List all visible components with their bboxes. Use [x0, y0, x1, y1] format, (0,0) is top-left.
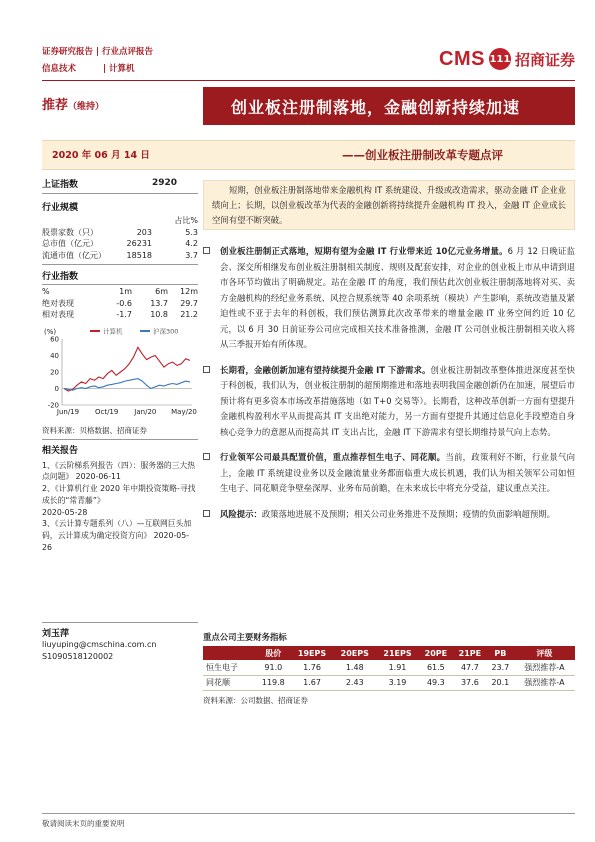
divider	[42, 193, 198, 194]
related-title: 相关报告	[42, 445, 79, 456]
report-date: 2020 年 06 月 14 日	[52, 150, 150, 161]
x-tick-label: May/20	[171, 407, 197, 416]
index-row	[42, 176, 198, 190]
index-value: 2920	[152, 178, 178, 188]
header-divider	[42, 80, 575, 81]
sector: 信息技术	[42, 64, 77, 74]
checkbox-icon	[203, 247, 210, 254]
table-row: 恒生电子 91.0 1.76 1.48 1.91 61.5 47.7 23.7 强烈推荐-A	[203, 660, 575, 675]
divider	[42, 284, 198, 285]
x-tick-label: Jun/19	[56, 407, 80, 416]
legend-label: 计算机	[103, 327, 123, 335]
bullet-point: 长期看，金融创新加速有望持续提升金融 IT 下游需求。创业板注册制改革整体推进深度甚至快于科创板，我们认为，创业板注册制的超预期推进和落地表明我国金融创新仍在加速，展望后市预计将有更多资本市场改革措施落地（如 T+0 交易等）。长期看，这种改革创新一方面有望提升金融机构盈利水平从而提高其 IT 支出绝对能力，另一方面有望提升其通过信息化手段塑造自身核心竞争力的意愿从而提高其 IT 支出占比，金融 IT 下游需求有望长期维持景气向上态势。	[203, 363, 575, 441]
report-type: 证券研究报告	[42, 47, 94, 57]
sidebar	[42, 176, 198, 663]
y-tick-label: -20	[47, 401, 59, 409]
report-type-header: 证券研究报告 | 行业点评报告 信息技术 | 计算机	[42, 44, 153, 78]
table-header: 股价 19EPS 20EPS 21EPS 20PE 21PE PB 评级	[203, 646, 575, 660]
legend-label: 沪深300	[153, 327, 179, 335]
footer-note: 敬请阅读末页的重要说明	[42, 819, 125, 828]
related-item[interactable]: 1、《云阶梯系列报告（四）：服务器的三大热点问题》 2020-06-11	[42, 460, 196, 482]
analyst-license: S1090518120002	[42, 651, 114, 661]
logo-seal-icon: 111	[489, 48, 511, 70]
checkbox-icon	[203, 366, 210, 373]
report-subtype: 行业点评报告	[102, 47, 154, 57]
y-axis-label: (%)	[44, 327, 57, 336]
index-label: 上证指数	[42, 179, 79, 190]
scale-row: 流通市值（亿元） 18518 3.7	[42, 250, 198, 260]
report-title: 创业板注册制落地，金融创新持续加速	[203, 87, 575, 125]
fin-table-source: 资料来源：公司数据、招商证券	[203, 696, 308, 705]
performance-chart	[42, 325, 198, 417]
source-note: 资料来源：贝格数据、招商证券	[42, 425, 147, 435]
footer-divider	[42, 813, 575, 814]
rating-sub: （维持）	[68, 102, 105, 112]
summary-box: 短期，创业板注册制落地带来金融机构 IT 系统建设、升级或改造需求，驱动金融 IT 企业业绩向上；长期，以创业板改革为代表的金融创新将持续提升金融机构 IT 投入，金融 IT 企业成长空间有望不断突破。	[203, 180, 575, 230]
divider	[42, 439, 198, 440]
y-tick-label: 60	[50, 335, 59, 343]
analyst-email[interactable]: liuyuping@cmschina.com.cn	[42, 639, 157, 649]
y-tick-label: 40	[50, 351, 59, 360]
y-tick-label: 20	[50, 368, 59, 376]
divider	[42, 264, 198, 265]
y-tick-label: 0	[54, 384, 59, 393]
x-tick-label: Oct/19	[94, 407, 119, 416]
analyst-name: 刘玉萍	[42, 628, 70, 639]
divider	[42, 622, 198, 623]
index-header: % 1m 6m 12m	[42, 287, 198, 297]
analyst-block	[42, 622, 198, 663]
scale-row: 总市值（亿元） 26231 4.2	[42, 239, 198, 249]
logo-text: CMS	[439, 47, 485, 70]
industry-scale-title: 行业规模	[42, 203, 79, 213]
industry: 计算机	[109, 64, 135, 74]
report-subtitle: ——创业板注册制改革专题点评	[342, 148, 503, 162]
related-item[interactable]: 3、《云计算专题系列（八）—互联网巨头加码，云计算成为确定投资方向》 2020-05-26	[42, 519, 192, 553]
series-line	[64, 347, 190, 391]
bullet-point: 风险提示：政策落地进展不及预期；相关公司业务推进不及预期；疫情的负面影响超预期。	[203, 507, 575, 523]
scale-row: 股票家数（只） 203 5.3	[42, 227, 198, 237]
index-row: 相对表现 -1.7 10.8 21.2	[42, 310, 198, 320]
x-tick-label: Jan/20	[134, 407, 157, 416]
rating-label: 推荐	[42, 98, 69, 113]
fin-table	[203, 646, 575, 691]
bullet-point: 创业板注册制正式落地，短期有望为金融 IT 行业带来近 10亿元业务增量。6 月 12 日晚证监会、深交所相继发布创业板注册制相关制度、规则及配套安排，对企业的创业板上市从申请到退市各环节均做出了明确规定。站在金融 IT 的角度，我们预估此次创业板注册制落地将对买、卖方金融机构的经纪业务系统、风控合规系统等 40 余项系统（模块）产生影响，系统改造量及紧迫性或不亚于去年的科创板，我们预估测算此次改革带来的增量金融 IT 业务空间约近 10 亿元，以 6 月 30 日前证券公司应完成相关技术准备推测，金融 IT 公司创业板注册制相关收入将从三季报开始有所体现。	[203, 244, 575, 353]
rating	[42, 94, 104, 113]
scale-header: 占比%	[174, 216, 198, 226]
bullet-point: 行业领军公司最具配置价值，重点推荐恒生电子、同花顺。当前，政策利好不断，行业景气向上，金融 IT 系统建设业务以及金融流量业务都面临重大成长机遇，我们认为相关领军公司如恒生电子、同花顺竞争壁垒深厚、业务布局前瞻，在未来成长中将充分受益，建议重点关注。	[203, 450, 575, 497]
industry-index-title: 行业指数	[42, 272, 79, 282]
related-item[interactable]: 2、《计算机行业 2020 年中期投资策略-寻找成长的“常青藤”》 2020-05-28	[42, 484, 196, 517]
index-row: 绝对表现 -0.6 13.7 29.7	[42, 298, 198, 308]
cms-logo	[439, 46, 575, 72]
related-list	[42, 460, 198, 554]
checkbox-icon	[203, 510, 210, 517]
checkbox-icon	[203, 453, 210, 460]
logo-cn: 招商证券	[514, 50, 575, 69]
bullet-list	[203, 244, 575, 532]
table-row: 同花顺 119.8 1.67 2.43 3.19 49.3 37.6 20.1 强烈推荐-A	[203, 675, 575, 690]
fin-table-title: 重点公司主要财务指标	[203, 632, 287, 642]
